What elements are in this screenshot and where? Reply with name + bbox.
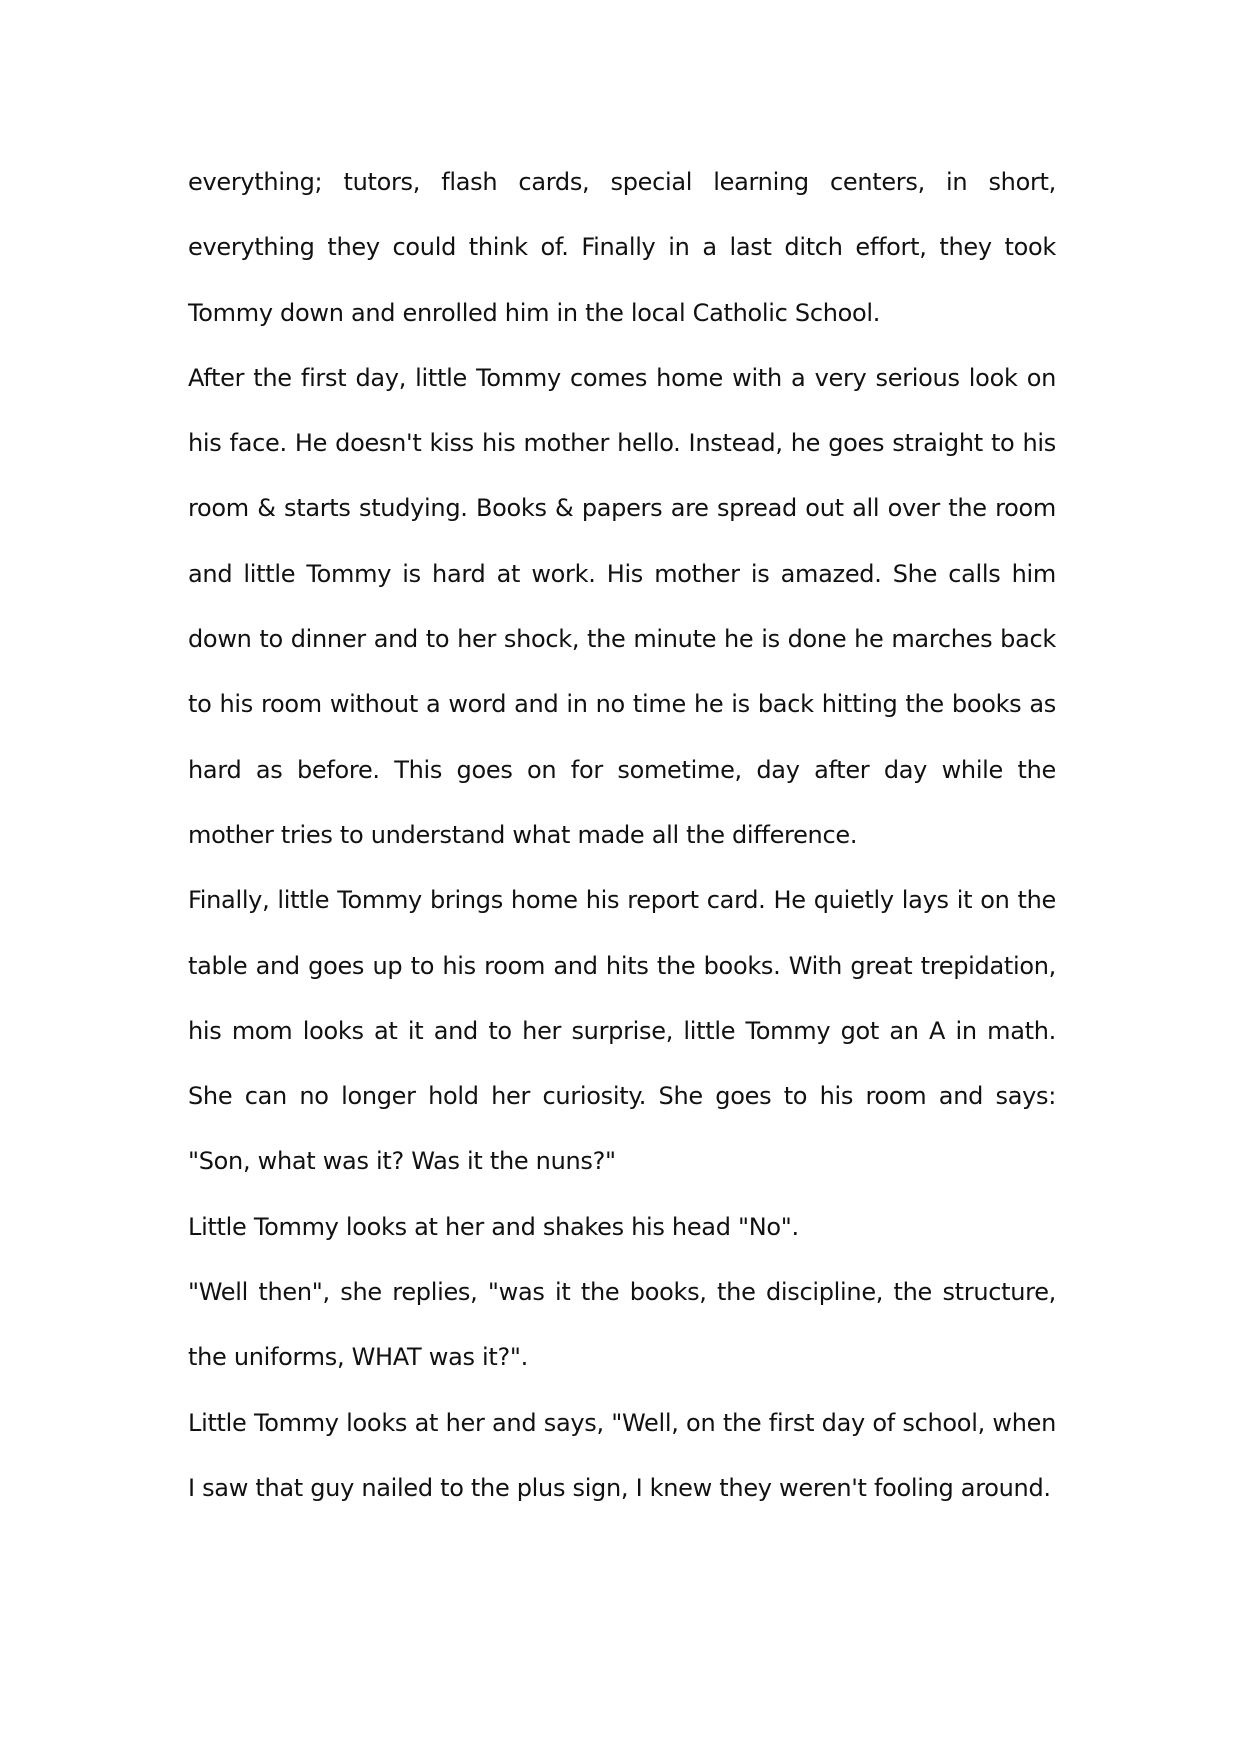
- paragraph-2: After the first day, little Tommy comes home with a very serious look on his face. He doesn't kiss his mother hello. Instead, he goes straight to his room & starts studying. Books & papers are spread out all over the room and little Tommy is hard at work. His mother is amazed. She calls him down to dinner and to her shock, the minute he is done he marches back to his room without a word and in no time he is back hitting the books as hard as before. This goes on for sometime, day after day while the mother tries to understand what made all the difference.: [188, 363, 1056, 849]
- document-body: [188, 150, 1056, 1521]
- paragraph-3: Finally, little Tommy brings home his report card. He quietly lays it on the table and goes up to his room and hits the books. With great trepidation, his mom looks at it and to her surprise, little Tommy got an A in math. She can no longer hold her curiosity. She goes to his room and says: "Son, what was it? Was it the nuns?": [188, 886, 1056, 1176]
- paragraph-4: Little Tommy looks at her and shakes his head "No".: [188, 1212, 799, 1241]
- paragraph-5: "Well then", she replies, "was it the books, the discipline, the structure, the uniforms, WHAT was it?".: [188, 1278, 1056, 1372]
- paragraph-1: everything; tutors, flash cards, special learning centers, in short, everything they could think of. Finally in a last ditch effort, they took Tommy down and enrolled him in the local Catholic School.: [188, 168, 1056, 327]
- paragraph-6: Little Tommy looks at her and says, "Well, on the first day of school, when I saw that guy nailed to the plus sign, I knew they weren't fooling around.: [188, 1408, 1056, 1502]
